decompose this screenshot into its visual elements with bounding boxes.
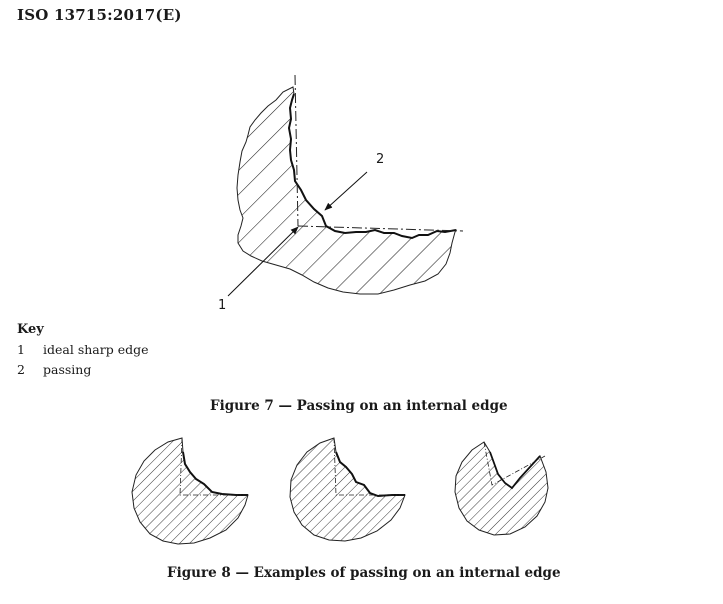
key-title: Key	[17, 322, 44, 337]
document-header: ISO 13715:2017(E)	[17, 6, 182, 24]
key-item-text: passing	[43, 362, 92, 377]
figure-7-callout-1: 1	[218, 298, 227, 313]
figure-7-key	[17, 320, 149, 380]
key-item-number: 2	[17, 362, 25, 377]
figure-7-leader-2	[325, 172, 367, 210]
figure-8-caption: Figure 8 — Examples of passing on an internal edge	[167, 565, 561, 581]
key-item	[17, 360, 149, 380]
key-item	[17, 340, 149, 360]
figure-7-callout-2: 2	[376, 152, 385, 167]
figure-7-caption: Figure 7 — Passing on an internal edge	[210, 398, 508, 414]
key-item-text: ideal sharp edge	[43, 342, 149, 357]
key-item-number: 1	[17, 342, 25, 357]
